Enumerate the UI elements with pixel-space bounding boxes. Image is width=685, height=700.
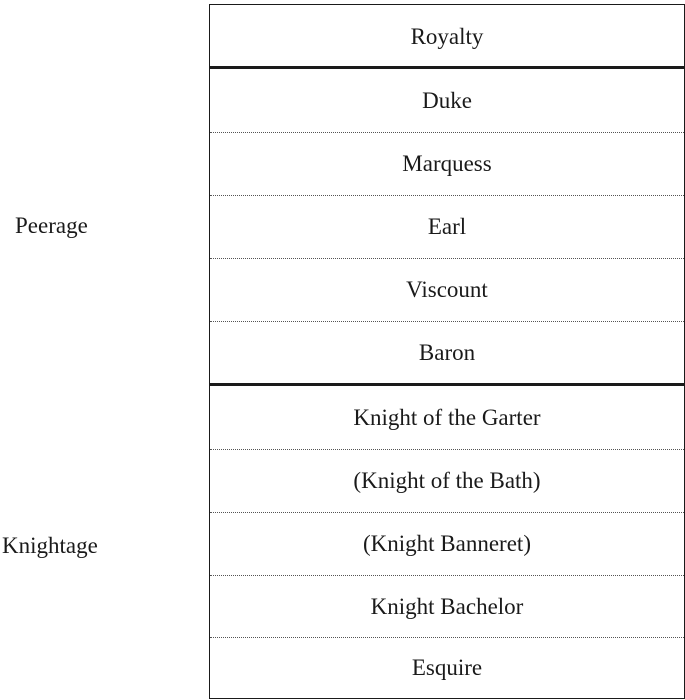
- knightage-group-label: Knightage: [2, 533, 98, 558]
- rank-knight-banneret: (Knight Banneret): [363, 531, 531, 556]
- rank-viscount: Viscount: [406, 277, 488, 302]
- rank-duke: Duke: [422, 88, 472, 113]
- rank-hierarchy-table: [209, 4, 685, 699]
- rank-earl: Earl: [427, 214, 467, 239]
- rank-esquire: Esquire: [411, 655, 483, 680]
- rank-royalty: Royalty: [410, 24, 484, 49]
- rank-baron: Baron: [418, 340, 476, 365]
- rank-knight-bachelor: Knight Bachelor: [370, 594, 524, 619]
- rank-marquess: Marquess: [402, 151, 492, 176]
- rank-knight-of-the-garter: Knight of the Garter: [353, 405, 541, 430]
- peerage-group-label: Peerage: [15, 213, 88, 238]
- rank-knight-of-the-bath: (Knight of the Bath): [353, 468, 541, 493]
